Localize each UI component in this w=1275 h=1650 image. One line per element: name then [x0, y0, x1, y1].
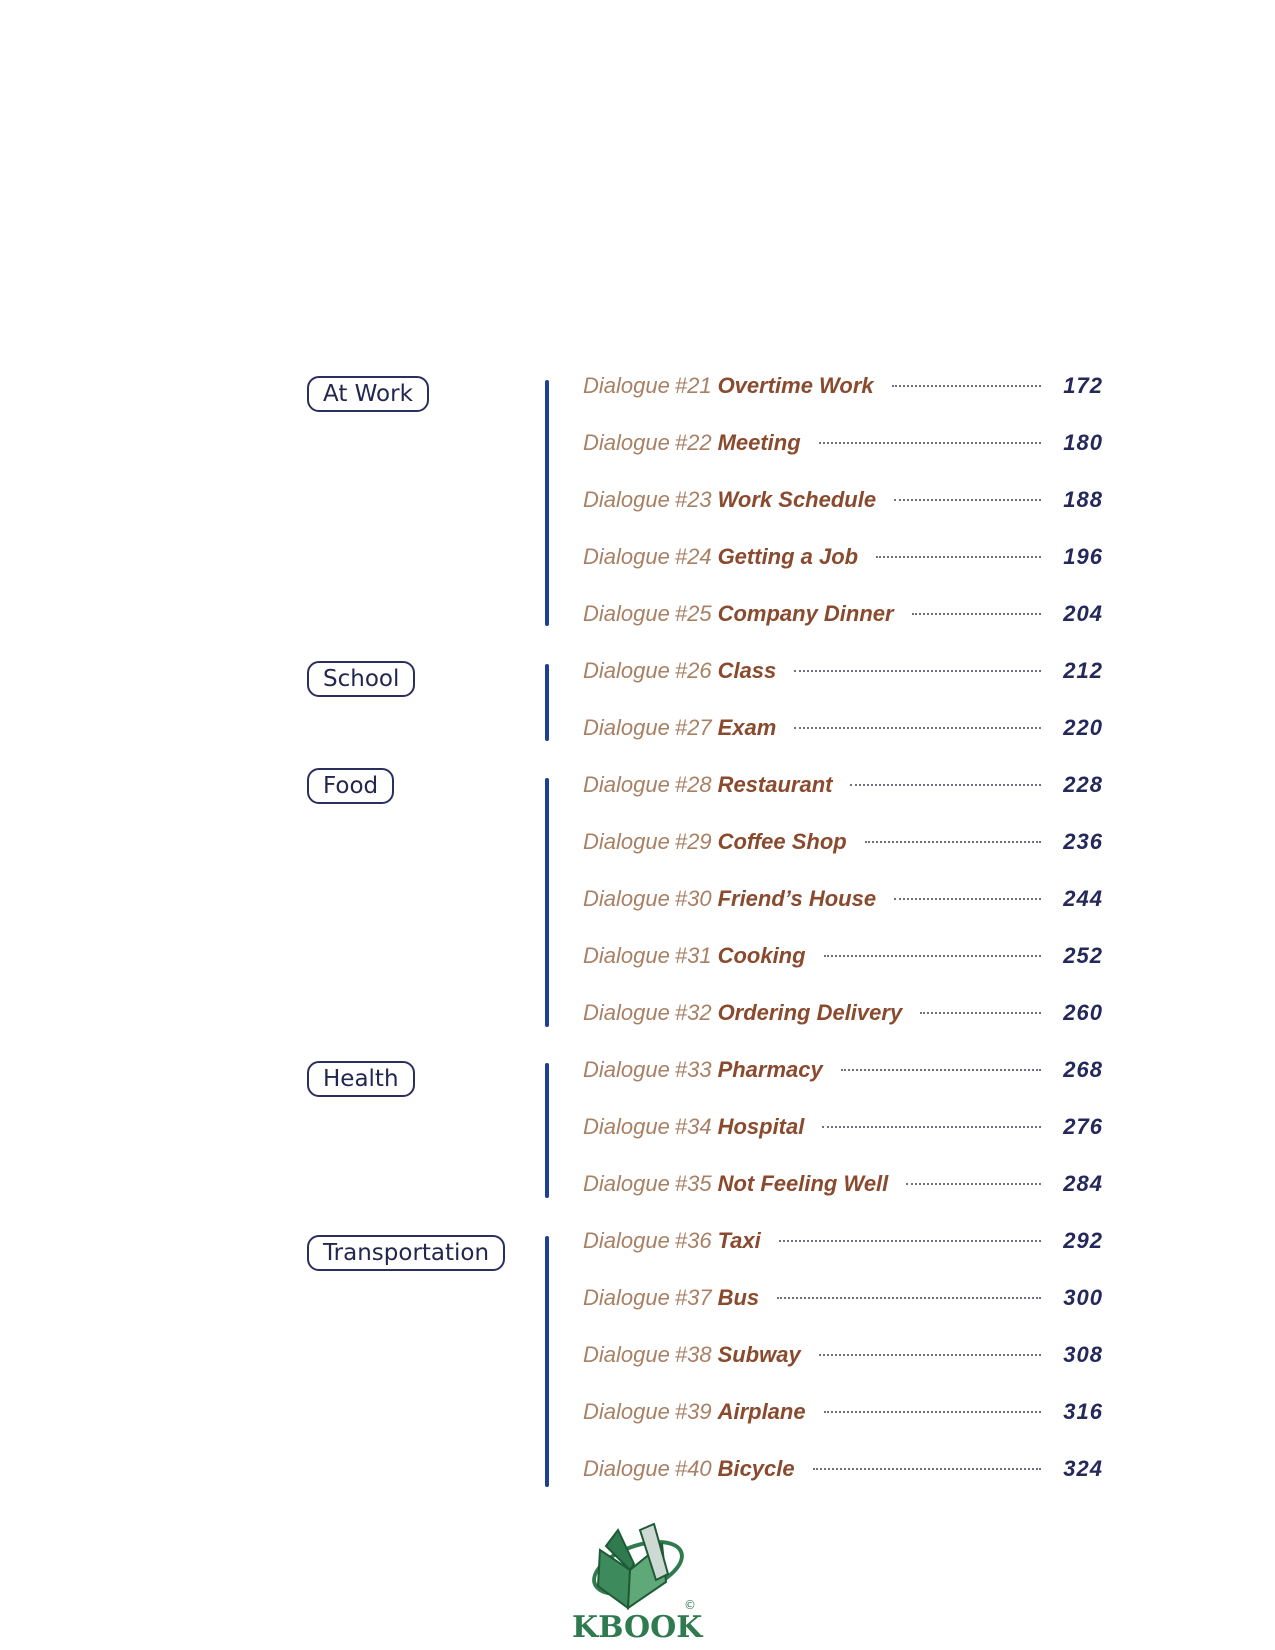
entry-number: #39: [674, 1399, 712, 1424]
category-school: School: [307, 661, 415, 697]
toc-entry[interactable]: [583, 768, 1103, 802]
entry-prefix: Dialogue: [583, 1456, 670, 1481]
entry-prefix: Dialogue: [583, 373, 670, 398]
entry-prefix: Dialogue: [583, 886, 670, 911]
dot-leader: [906, 1183, 1041, 1185]
toc-entry[interactable]: [583, 711, 1103, 745]
entry-number: #34: [674, 1114, 712, 1139]
entry-page: 244: [1063, 886, 1103, 911]
entry-number: #23: [674, 487, 712, 512]
entry-prefix: Dialogue: [583, 544, 670, 569]
entry-number: #30: [674, 886, 712, 911]
section-bar-transportation: [545, 1236, 549, 1487]
entry-page: 284: [1063, 1171, 1103, 1196]
toc-entry[interactable]: [583, 426, 1103, 460]
toc-entry[interactable]: [583, 882, 1103, 916]
copyright-mark: ©: [684, 1598, 696, 1612]
entry-prefix: Dialogue: [583, 487, 670, 512]
dot-leader: [894, 898, 1041, 900]
entry-prefix: Dialogue: [583, 1114, 670, 1139]
entry-prefix: Dialogue: [583, 1000, 670, 1025]
dot-leader: [912, 613, 1041, 615]
category-health: Health: [307, 1061, 415, 1097]
logo-wordmark: KBOOK: [572, 1610, 703, 1645]
toc-entry[interactable]: [583, 1395, 1103, 1429]
entry-page: 228: [1063, 772, 1103, 797]
toc-entry[interactable]: [583, 825, 1103, 859]
toc-entry[interactable]: [583, 597, 1103, 631]
entry-page: 316: [1063, 1399, 1103, 1424]
dot-leader: [824, 1411, 1041, 1413]
dot-leader: [841, 1069, 1041, 1071]
toc-entry[interactable]: [583, 1281, 1103, 1315]
entry-prefix: Dialogue: [583, 1171, 670, 1196]
toc-entry[interactable]: [583, 654, 1103, 688]
entry-page: 324: [1063, 1456, 1103, 1481]
toc-entry[interactable]: [583, 1053, 1103, 1087]
entry-prefix: Dialogue: [583, 430, 670, 455]
entry-prefix: Dialogue: [583, 1285, 670, 1310]
dot-leader: [794, 670, 1041, 672]
toc-entry[interactable]: [583, 369, 1103, 403]
entry-prefix: Dialogue: [583, 943, 670, 968]
entry-title: Restaurant: [717, 772, 833, 797]
entry-page: 204: [1063, 601, 1103, 626]
entry-number: #27: [674, 715, 712, 740]
dot-leader: [779, 1240, 1041, 1242]
toc-entry[interactable]: [583, 483, 1103, 517]
entry-title: Work Schedule: [717, 487, 877, 512]
dot-leader: [813, 1468, 1041, 1470]
section-bar-health: [545, 1063, 549, 1198]
entry-number: #26: [674, 658, 712, 683]
entry-title: Coffee Shop: [717, 829, 847, 854]
entry-page: 268: [1063, 1057, 1103, 1082]
dot-leader: [824, 955, 1041, 957]
toc-entry[interactable]: [583, 540, 1103, 574]
entry-number: #38: [674, 1342, 712, 1367]
entry-page: 180: [1063, 430, 1103, 455]
entry-page: 260: [1063, 1000, 1103, 1025]
dot-leader: [920, 1012, 1041, 1014]
toc-entry[interactable]: [583, 1167, 1103, 1201]
entry-number: #25: [674, 601, 712, 626]
entry-prefix: Dialogue: [583, 1228, 670, 1253]
entry-number: #29: [674, 829, 712, 854]
entry-prefix: Dialogue: [583, 772, 670, 797]
entry-page: 276: [1063, 1114, 1103, 1139]
entry-title: Class: [717, 658, 777, 683]
toc-entry[interactable]: [583, 1338, 1103, 1372]
entry-page: 196: [1063, 544, 1103, 569]
entry-title: Bicycle: [717, 1456, 795, 1481]
section-bar-at-work: [545, 380, 549, 626]
entry-title: Airplane: [717, 1399, 806, 1424]
entry-title: Cooking: [717, 943, 806, 968]
entry-page: 188: [1063, 487, 1103, 512]
toc-entry[interactable]: [583, 1224, 1103, 1258]
entry-number: #24: [674, 544, 712, 569]
entry-page: 220: [1063, 715, 1103, 740]
entry-title: Overtime Work: [717, 373, 874, 398]
entry-number: #36: [674, 1228, 712, 1253]
entry-prefix: Dialogue: [583, 658, 670, 683]
entry-title: Meeting: [717, 430, 801, 455]
dot-leader: [876, 556, 1041, 558]
entry-number: #21: [674, 373, 712, 398]
entry-prefix: Dialogue: [583, 1399, 670, 1424]
entry-title: Getting a Job: [717, 544, 859, 569]
section-bar-school: [545, 664, 549, 741]
entry-title: Ordering Delivery: [717, 1000, 903, 1025]
toc-entry[interactable]: [583, 1452, 1103, 1486]
entry-number: #35: [674, 1171, 712, 1196]
entry-number: #33: [674, 1057, 712, 1082]
entry-prefix: Dialogue: [583, 1342, 670, 1367]
entry-page: 172: [1063, 373, 1103, 398]
kbook-logo: [570, 1520, 705, 1645]
dot-leader: [892, 385, 1041, 387]
entry-number: #40: [674, 1456, 712, 1481]
dot-leader: [819, 442, 1041, 444]
category-at-work: At Work: [307, 376, 429, 412]
entry-number: #31: [674, 943, 712, 968]
dot-leader: [822, 1126, 1041, 1128]
entry-title: Exam: [717, 715, 777, 740]
entry-prefix: Dialogue: [583, 829, 670, 854]
entry-page: 212: [1063, 658, 1103, 683]
entry-title: Pharmacy: [717, 1057, 823, 1082]
toc-entry[interactable]: [583, 1110, 1103, 1144]
entry-title: Hospital: [717, 1114, 805, 1139]
category-transportation: Transportation: [307, 1235, 505, 1271]
entry-number: #28: [674, 772, 712, 797]
category-food: Food: [307, 768, 394, 804]
dot-leader: [865, 841, 1041, 843]
dot-leader: [819, 1354, 1041, 1356]
entry-title: Taxi: [717, 1228, 761, 1253]
entry-page: 236: [1063, 829, 1103, 854]
entry-page: 308: [1063, 1342, 1103, 1367]
entry-prefix: Dialogue: [583, 601, 670, 626]
dot-leader: [794, 727, 1041, 729]
entry-title: Not Feeling Well: [717, 1171, 889, 1196]
entry-number: #32: [674, 1000, 712, 1025]
entry-prefix: Dialogue: [583, 715, 670, 740]
entry-prefix: Dialogue: [583, 1057, 670, 1082]
section-bar-food: [545, 778, 549, 1027]
toc-entry[interactable]: [583, 939, 1103, 973]
entry-page: 292: [1063, 1228, 1103, 1253]
entry-title: Subway: [717, 1342, 801, 1367]
dot-leader: [850, 784, 1041, 786]
entry-page: 300: [1063, 1285, 1103, 1310]
entry-title: Company Dinner: [717, 601, 894, 626]
dot-leader: [894, 499, 1041, 501]
entry-title: Bus: [717, 1285, 760, 1310]
entry-title: Friend’s House: [717, 886, 877, 911]
entry-number: #22: [674, 430, 712, 455]
entry-number: #37: [674, 1285, 712, 1310]
toc-entry[interactable]: [583, 996, 1103, 1030]
dot-leader: [777, 1297, 1041, 1299]
entry-page: 252: [1063, 943, 1103, 968]
